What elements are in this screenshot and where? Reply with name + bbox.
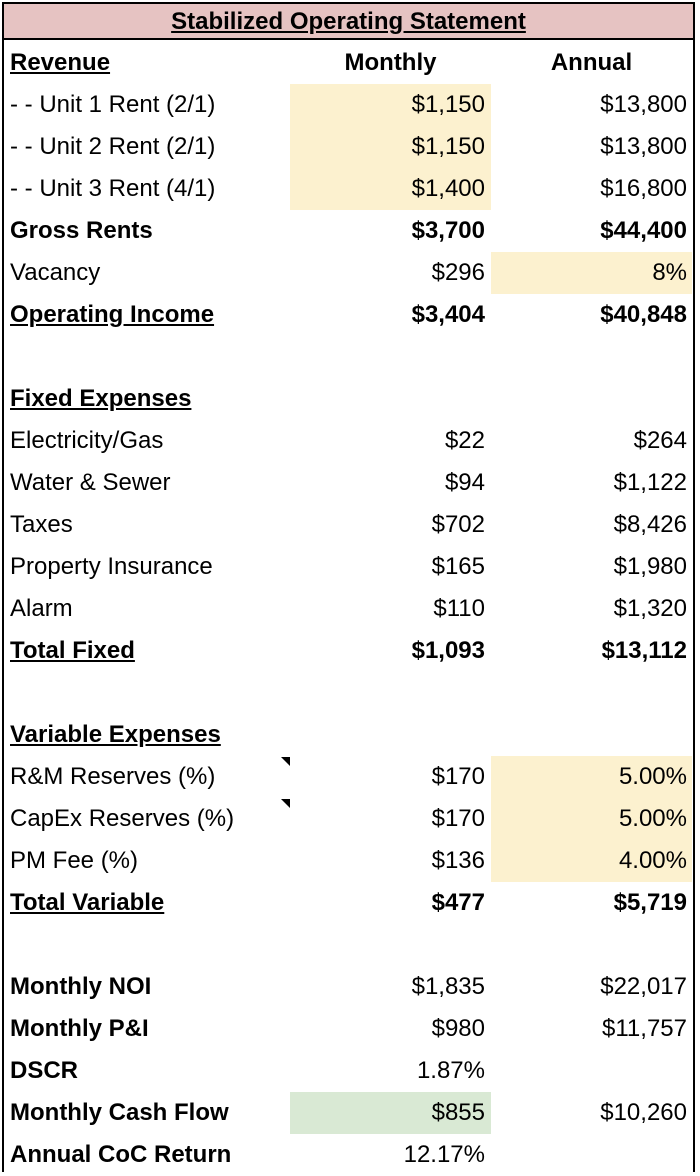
- dscr-annual[interactable]: [491, 1050, 692, 1092]
- table-row: [0, 84, 700, 126]
- total-variable-label[interactable]: Total Variable: [10, 889, 165, 916]
- variable-expenses-heading[interactable]: Variable Expenses: [10, 721, 221, 748]
- cell-note-marker-icon[interactable]: [281, 757, 290, 766]
- total-fixed-annual[interactable]: $13,112: [601, 637, 687, 664]
- rm-reserves-monthly[interactable]: $170: [431, 763, 485, 790]
- table-row: [0, 1134, 700, 1176]
- unit-2-rent-annual[interactable]: $13,800: [600, 133, 687, 160]
- capex-reserves-monthly[interactable]: $170: [431, 805, 485, 832]
- capex-reserves-rate-input[interactable]: 5.00%: [491, 798, 692, 840]
- annual-coc-return-label[interactable]: Annual CoC Return: [10, 1141, 232, 1168]
- pm-fee-monthly[interactable]: $136: [431, 847, 485, 874]
- operating-income-annual[interactable]: $40,848: [600, 301, 687, 328]
- unit-3-rent-annual[interactable]: $16,800: [600, 175, 687, 202]
- unit-2-rent-monthly-input[interactable]: $1,150: [290, 126, 491, 168]
- alarm-annual[interactable]: $1,320: [613, 595, 687, 622]
- pm-fee-rate-input[interactable]: 4.00%: [491, 840, 692, 882]
- unit-1-rent-monthly-input[interactable]: $1,150: [290, 84, 491, 126]
- taxes-annual[interactable]: $8,426: [613, 511, 687, 538]
- fixed-expenses-heading[interactable]: Fixed Expenses: [10, 385, 192, 412]
- table-row: [0, 1092, 700, 1134]
- table-row: [0, 168, 700, 210]
- rm-reserves-label[interactable]: R&M Reserves (%): [10, 763, 216, 790]
- cell-note-marker-icon[interactable]: [281, 799, 290, 808]
- gross-rents-label[interactable]: Gross Rents: [10, 217, 153, 244]
- table-row: [0, 126, 700, 168]
- operating-income-label[interactable]: Operating Income: [10, 301, 215, 328]
- table-row: [0, 294, 700, 336]
- vacancy-label[interactable]: Vacancy: [10, 259, 101, 286]
- unit-1-rent-annual[interactable]: $13,800: [600, 91, 687, 118]
- sheet-title: Stabilized Operating Statement: [2, 2, 695, 40]
- monthly-cash-flow-annual[interactable]: $10,260: [600, 1099, 687, 1126]
- total-variable-annual[interactable]: $5,719: [613, 889, 687, 916]
- annual-coc-return-value[interactable]: 12.17%: [403, 1141, 485, 1168]
- table-row: [0, 504, 700, 546]
- total-variable-monthly[interactable]: $477: [431, 889, 485, 916]
- vacancy-rate-input[interactable]: 8%: [491, 252, 692, 294]
- monthly-noi-annual[interactable]: $22,017: [600, 973, 687, 1000]
- alarm-monthly[interactable]: $110: [433, 595, 485, 622]
- property-insurance-monthly[interactable]: $165: [431, 553, 485, 580]
- total-fixed-monthly[interactable]: $1,093: [411, 637, 485, 664]
- monthly-column-header[interactable]: Monthly: [344, 49, 437, 76]
- rm-reserves-rate-input[interactable]: 5.00%: [491, 756, 692, 798]
- monthly-noi-label[interactable]: Monthly NOI: [10, 973, 152, 1000]
- table-row: [0, 378, 700, 420]
- electricity-gas-label[interactable]: Electricity/Gas: [10, 427, 164, 454]
- monthly-noi-monthly[interactable]: $1,835: [411, 973, 485, 1000]
- dscr-label[interactable]: DSCR: [10, 1057, 79, 1084]
- water-sewer-annual[interactable]: $1,122: [613, 469, 687, 496]
- unit-2-rent-label[interactable]: - - Unit 2 Rent (2/1): [10, 133, 216, 160]
- unit-3-rent-label[interactable]: - - Unit 3 Rent (4/1): [10, 175, 216, 202]
- table-row: [0, 588, 700, 630]
- monthly-cash-flow-monthly[interactable]: $855: [290, 1092, 491, 1134]
- monthly-pi-label[interactable]: Monthly P&I: [10, 1015, 149, 1042]
- table-row: [0, 546, 700, 588]
- pm-fee-label[interactable]: PM Fee (%): [10, 847, 139, 874]
- table-row: [0, 252, 700, 294]
- table-row: [0, 462, 700, 504]
- property-insurance-label[interactable]: Property Insurance: [10, 553, 213, 580]
- unit-1-rent-label[interactable]: - - Unit 1 Rent (2/1): [10, 91, 216, 118]
- header-row: [0, 42, 700, 84]
- revenue-heading[interactable]: Revenue: [10, 49, 111, 76]
- total-fixed-label[interactable]: Total Fixed: [10, 637, 135, 664]
- water-sewer-monthly[interactable]: $94: [444, 469, 485, 496]
- table-row: [0, 714, 700, 756]
- monthly-pi-monthly[interactable]: $980: [431, 1015, 485, 1042]
- table-row: [0, 882, 700, 924]
- taxes-monthly[interactable]: $702: [431, 511, 485, 538]
- table-row: [0, 840, 700, 882]
- taxes-label[interactable]: Taxes: [10, 511, 73, 538]
- table-row: [0, 1050, 700, 1092]
- operating-income-monthly[interactable]: $3,404: [411, 301, 485, 328]
- table-row: [0, 1008, 700, 1050]
- gross-rents-annual[interactable]: $44,400: [600, 217, 687, 244]
- vacancy-monthly[interactable]: $296: [431, 259, 485, 286]
- table-row: [0, 420, 700, 462]
- capex-reserves-label[interactable]: CapEx Reserves (%): [10, 805, 235, 832]
- table-row: [0, 966, 700, 1008]
- water-sewer-label[interactable]: Water & Sewer: [10, 469, 171, 496]
- table-row: [0, 756, 700, 798]
- electricity-gas-monthly[interactable]: $22: [444, 427, 485, 454]
- monthly-pi-annual[interactable]: $11,757: [602, 1015, 687, 1042]
- table-row: [0, 210, 700, 252]
- monthly-cash-flow-label[interactable]: Monthly Cash Flow: [10, 1099, 229, 1126]
- property-insurance-annual[interactable]: $1,980: [613, 553, 687, 580]
- unit-3-rent-monthly-input[interactable]: $1,400: [290, 168, 491, 210]
- alarm-label[interactable]: Alarm: [10, 595, 73, 622]
- annual-coc-return-annual[interactable]: [491, 1134, 692, 1176]
- table-row: [0, 630, 700, 672]
- dscr-value[interactable]: 1.87%: [416, 1057, 485, 1084]
- table-row: [0, 798, 700, 840]
- gross-rents-monthly[interactable]: $3,700: [411, 217, 485, 244]
- electricity-gas-annual[interactable]: $264: [633, 427, 687, 454]
- annual-column-header[interactable]: Annual: [550, 49, 633, 76]
